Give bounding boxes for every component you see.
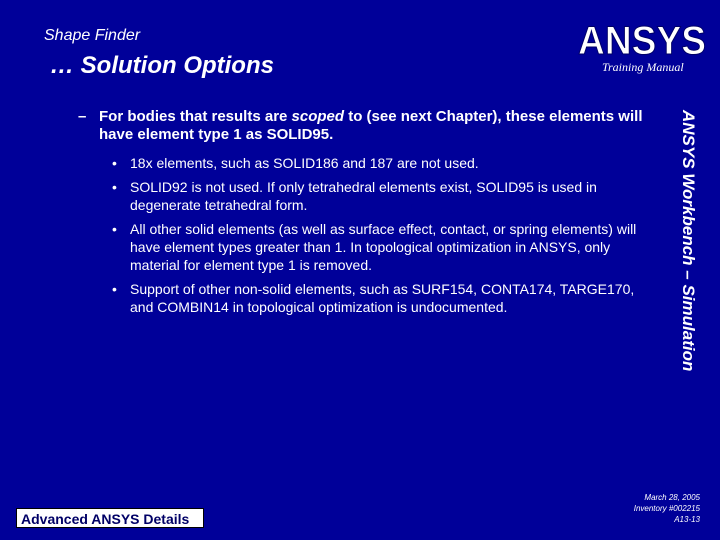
main-point <box>78 108 650 144</box>
slide-title: … Solution Options <box>50 52 274 79</box>
advanced-details-label: Advanced ANSYS Details <box>21 511 190 527</box>
bullet-icon: • <box>112 179 117 195</box>
footer-date: March 28, 2005 <box>644 493 700 502</box>
main-point-text-b: to (see next Chapter), these elements will have element type 1 as SOLID95. <box>99 108 643 143</box>
footer-page-number: A13-13 <box>674 515 700 524</box>
slide-footer <box>634 492 700 525</box>
list-item-text: All other solid elements (as well as surface effect, contact, or spring elements) will have element types greater than 1. In topological optimization in ANSYS, only material for element type 1 is removed. <box>130 221 637 273</box>
list-item <box>100 280 645 316</box>
ansys-logo <box>576 18 712 62</box>
slide-supertitle: Shape Finder <box>44 27 141 44</box>
side-banner <box>678 110 702 426</box>
list-item <box>100 220 645 274</box>
slide-content <box>78 108 650 322</box>
main-point-emphasis: scoped <box>291 108 345 125</box>
dash-marker: – <box>78 108 87 125</box>
bullet-icon: • <box>112 155 117 171</box>
side-banner-text: ANSYS Workbench – Simulation <box>679 110 698 372</box>
training-manual-label: Training Manual <box>602 60 684 74</box>
bullet-icon: • <box>112 221 117 237</box>
list-item <box>100 178 645 214</box>
main-point-text-a: For bodies that results are <box>99 108 292 125</box>
list-item-text: 18x elements, such as SOLID186 and 187 are not used. <box>130 155 479 171</box>
list-item <box>100 154 645 172</box>
list-item-text: Support of other non-solid elements, such as SURF154, CONTA174, TARGE170, and COMBIN14 in topological optimization is undocumented. <box>130 281 635 315</box>
logo-text: ANSYS <box>578 19 706 62</box>
advanced-details-button[interactable] <box>16 508 204 528</box>
bullet-list <box>78 154 650 316</box>
list-item-text: SOLID92 is not used. If only tetrahedral elements exist, SOLID95 is used in degenerate tetrahedral form. <box>130 179 597 213</box>
bullet-icon: • <box>112 281 117 297</box>
footer-inventory: Inventory #002215 <box>633 504 700 513</box>
